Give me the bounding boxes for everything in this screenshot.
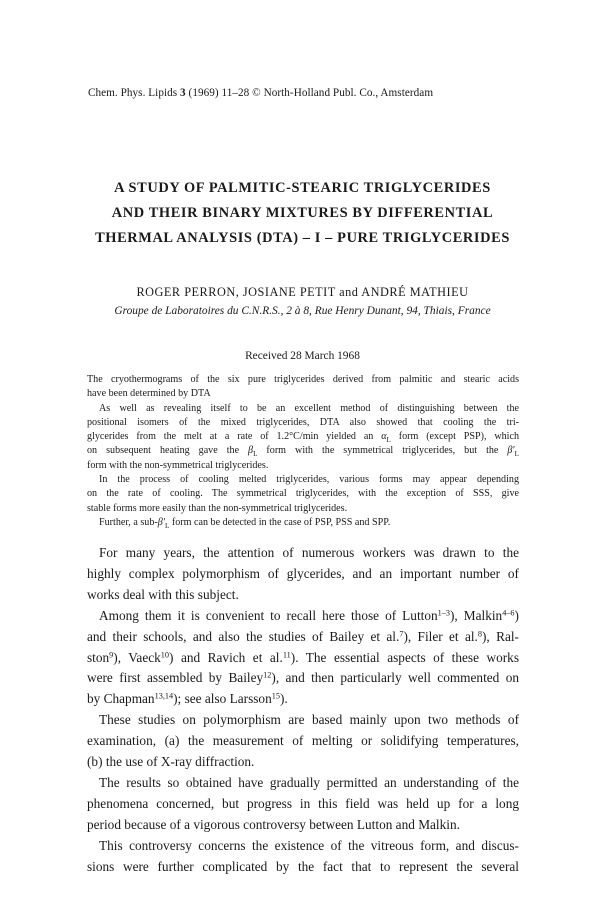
journal-volume: 3 <box>180 87 186 99</box>
received-date: Received 28 March 1968 <box>245 350 360 362</box>
abstract-line: form with the non-symmetrical triglycerides. <box>87 459 269 471</box>
article-title-line-3: THERMAL ANALYSIS (DTA) – I – PURE TRIGLYCERIDES <box>95 230 510 246</box>
body-line: These studies on polymorphism are based mainly upon two methods of <box>99 712 519 728</box>
abstract <box>87 373 519 530</box>
body-text <box>87 543 519 878</box>
citation-ref: 12 <box>263 670 272 680</box>
journal-citation <box>88 87 433 99</box>
citation-ref: 4–6 <box>502 608 515 618</box>
abstract-line: on subsequent heating gave the $\beta_L$ form with the symmetrical triglycerides, but the $\beta'_L$ <box>87 445 519 459</box>
abstract-line: stable forms more easily than the non-symmetrical triglycerides. <box>87 502 348 514</box>
body-line: period because of a vigorous controversy between Lutton and Malkin. <box>87 816 460 832</box>
journal-name: Chem. Phys. Lipids <box>88 87 178 99</box>
body-line: were first assembled by Bailey$^{12}$), and then particularly well commented on <box>87 670 519 686</box>
citation-ref: 1–3 <box>437 608 450 618</box>
citation-ref: 15 <box>271 691 280 701</box>
body-line: examination, (a) the measurement of melting or solidifying temperatures, <box>87 733 519 749</box>
citation-ref: 13,14 <box>154 691 174 701</box>
citation-ref: 10 <box>160 650 170 659</box>
body-line: works deal with this subject. <box>87 586 239 602</box>
body-line: For many years, the attention of numerous workers was drawn to the <box>99 545 519 560</box>
article-title-line-2: AND THEIR BINARY MIXTURES BY DIFFERENTIAL <box>111 205 494 221</box>
article-title-line-1: A STUDY OF PALMITIC-STEARIC TRIGLYCERIDES <box>114 180 491 196</box>
body-line: (b) the use of X-ray diffraction. <box>87 754 255 770</box>
abstract-line: on the rate of cooling. The symmetrical triglycerides, with the exception of SSS, give <box>87 488 519 500</box>
body-line: This controversy concerns the existence of the vitreous form, and discus- <box>99 837 519 853</box>
citation-ref: 9 <box>109 650 114 659</box>
body-line: Among them it is convenient to recall here those of Lutton$^{1-3}$), Malkin$^{4-6}$) <box>99 607 519 623</box>
body-line: ston$^9$), Vaeck$^{10}$) and Ravich et al.$^{11}$). The essential aspects of these works <box>87 649 520 665</box>
body-line: phenomena concerned, but progress in this field was held up for a long <box>87 795 519 811</box>
abstract-line: positional isomers of the mixed triglycerides, DTA also showed that cooling the tri- <box>87 416 519 428</box>
abstract-line: glycerides from the melt at a rate of 1.2°C/min yielded an $\alpha_L$ form (except PSP), which <box>87 431 519 445</box>
body-line: and their schools, and also the studies of Bailey et al.$^7$), Filer et al.$^8$), Ral- <box>87 628 519 644</box>
abstract-line: Further, a sub-$\beta'_L$ form can be detected in the case of PSP, PSS and SPP. <box>99 516 391 530</box>
citation-ref: 8 <box>477 629 482 639</box>
abstract-line: As well as revealing itself to be an excellent method of distinguishing between the <box>99 402 519 414</box>
citation-ref: 11 <box>282 650 291 659</box>
citation-rest: (1969) 11–28 © North-Holland Publ. Co., Amsterdam <box>188 87 434 99</box>
body-line: highly complex polymorphism of glycerides, and an important number of <box>87 565 519 581</box>
body-line: The results so obtained have gradually permitted an understanding of the <box>99 774 519 790</box>
citation-ref: 7 <box>399 629 404 639</box>
abstract-line: have been determined by DTA <box>87 388 211 400</box>
author-list: ROGER PERRON, JOSIANE PETIT and ANDRÉ MATHIEU <box>136 285 469 299</box>
body-line: sions were further complicated by the fact that to represent the several <box>87 858 519 874</box>
body-line: by Chapman$^{13,14}$); see also Larsson$^{15}$). <box>87 691 288 707</box>
author-affiliation: Groupe de Laboratoires du C.N.R.S., 2 à 8, Rue Henry Dunant, 94, Thiais, France <box>114 305 491 317</box>
abstract-line: In the process of cooling melted triglycerides, various forms may appear depending <box>99 474 519 486</box>
abstract-line: The cryothermograms of the six pure triglycerides derived from palmitic and stearic acids <box>87 374 519 385</box>
